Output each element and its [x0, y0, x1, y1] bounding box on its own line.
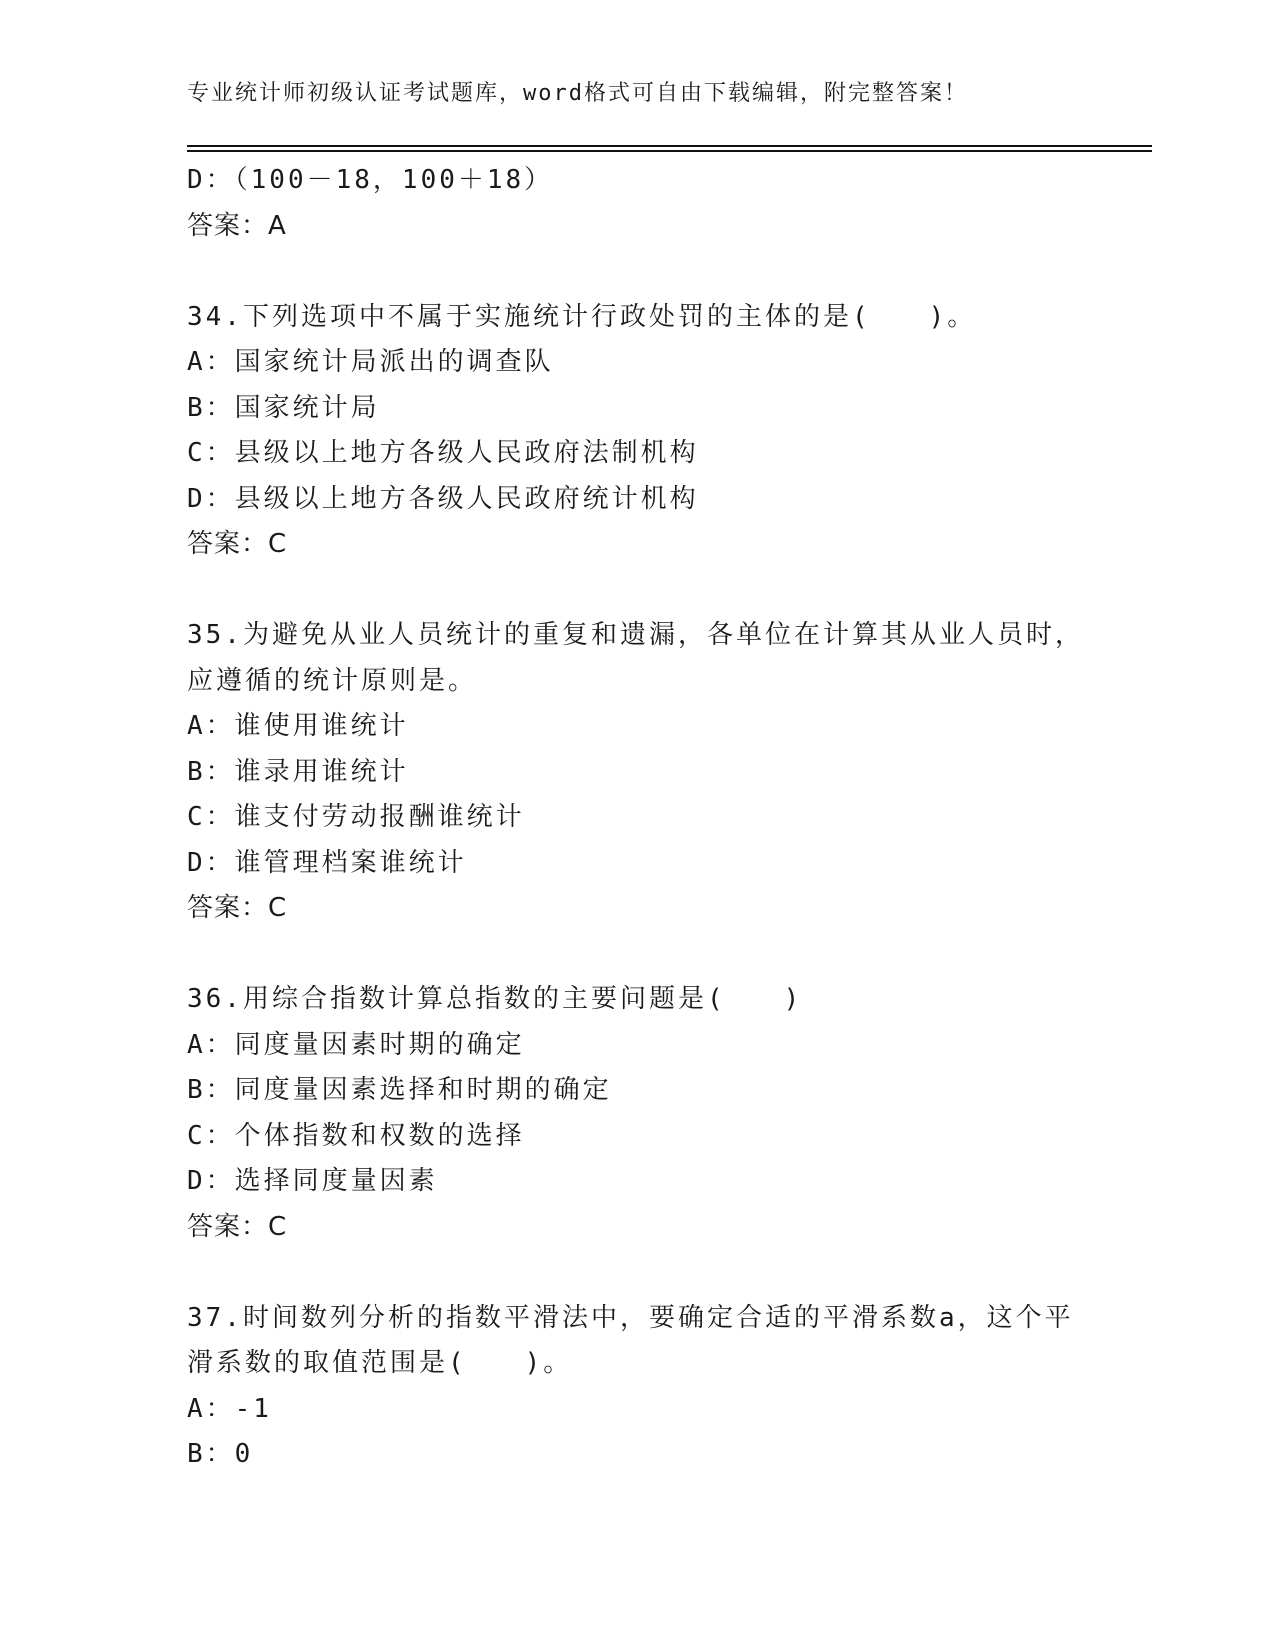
question-stem-cont: 应遵循的统计原则是。	[187, 665, 478, 696]
question-35	[187, 613, 1087, 932]
option-d: D：县级以上地方各级人民政府统计机构	[187, 483, 699, 514]
option-b: B：谁录用谁统计	[187, 756, 409, 787]
question-stem: 34.下列选项中不属于实施统计行政处罚的主体的是( )。	[187, 301, 977, 332]
header-divider-bottom	[187, 150, 1152, 152]
option-b: B：0	[187, 1439, 254, 1469]
question-stem-cont: 滑系数的取值范围是( )。	[187, 1348, 573, 1378]
option-a: A：同度量因素时期的确定	[187, 1029, 525, 1060]
spacer	[187, 1250, 1087, 1296]
question-stem: 35.为避免从业人员统计的重复和遗漏，各单位在计算其从业人员时，	[187, 620, 1084, 650]
option-b: B：国家统计局	[187, 392, 380, 423]
spacer	[187, 249, 1087, 295]
option-a: A：国家统计局派出的调查队	[187, 347, 554, 377]
answer-line: 答案：C	[187, 529, 288, 559]
answer-line: 答案：A	[187, 210, 287, 241]
option-d: D：谁管理档案谁统计	[187, 847, 467, 878]
header-divider-top	[187, 145, 1152, 147]
option-c: C：个体指数和权数的选择	[187, 1120, 525, 1151]
question-stem: 36.用综合指数计算总指数的主要问题是( )	[187, 984, 803, 1014]
question-stem: 37.时间数列分析的指数平滑法中，要确定合适的平滑系数a，这个平	[187, 1302, 1074, 1333]
page-header: 专业统计师初级认证考试题库，word格式可自由下载编辑，附完整答案！	[187, 81, 968, 106]
answer-line: 答案：C	[187, 1211, 288, 1242]
answer-line: 答案：C	[187, 893, 288, 923]
option-a: A：谁使用谁统计	[187, 711, 409, 741]
option-d: D：（100－18，100＋18）	[187, 165, 554, 195]
question-33-tail	[187, 158, 1087, 249]
option-b: B：同度量因素选择和时期的确定	[187, 1075, 612, 1105]
question-37	[187, 1296, 1087, 1478]
spacer	[187, 568, 1087, 614]
option-d: D：选择同度量因素	[187, 1166, 438, 1196]
question-34	[187, 295, 1087, 568]
question-36	[187, 977, 1087, 1250]
option-a: A：-1	[187, 1393, 272, 1424]
document-body	[187, 158, 1087, 1478]
spacer	[187, 932, 1087, 978]
option-c: C：谁支付劳动报酬谁统计	[187, 802, 525, 832]
option-c: C：县级以上地方各级人民政府法制机构	[187, 438, 699, 468]
